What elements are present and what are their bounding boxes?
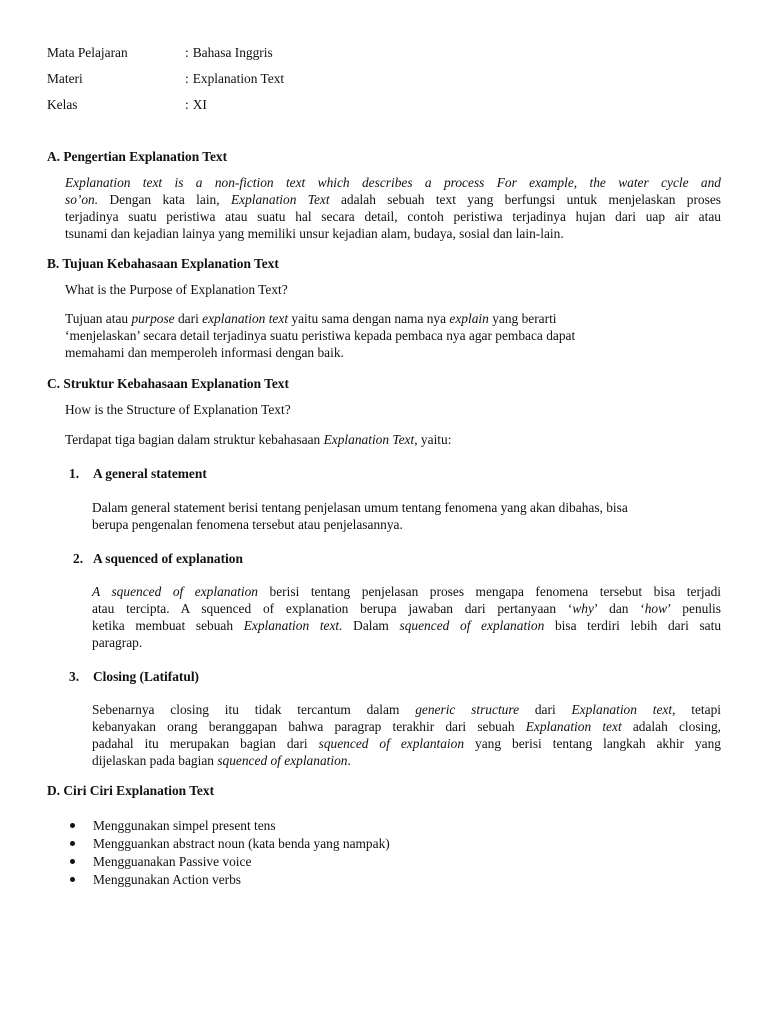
text: bisa terdiri lebih dari satu [544,618,722,633]
item-number: 1. [69,466,80,481]
section-c-intro [65,431,721,448]
item-title: A general statement [93,466,207,481]
section-b-paragraph [65,310,665,361]
list-item [68,853,390,871]
italic-text: Explanation Text [230,192,330,207]
meta-subject-value: Bahasa Inggris [192,45,273,60]
item-number: 2. [73,551,84,566]
structure-item-2-heading [73,550,243,567]
structure-item-1-text [92,499,721,533]
italic-text: Explanation text [525,719,622,734]
structure-item-1-heading [69,465,207,482]
text: adalah sebuah text yang berfungsi untuk menjelaskan proses [329,192,721,207]
bullet-icon [70,859,75,864]
meta-class-value: XI [192,97,207,112]
meta-subject-value-wrap [185,44,273,61]
text: Dengan kata lain, [98,192,231,207]
section-a-paragraph [65,174,721,242]
bullet-icon [70,877,75,882]
text-line [92,718,721,735]
question-text: How is the Structure of Explanation Text? [65,402,291,417]
text-line [92,752,721,769]
italic-text: so’on. [65,192,99,207]
italic-text: how [644,601,668,616]
text-line: berupa pengenalan fenomena tersebut atau penjelasannya. [92,517,403,532]
text: atau tercipta. A squenced of explanation berupa jawaban dari pertanyaan ‘ [92,601,573,616]
list-item [68,835,390,853]
list-item-text: Mengguanakan Passive voice [93,854,252,869]
colon: : [185,45,189,60]
italic-text: squenced of explantaion [318,736,465,751]
italic-text: purpose [131,311,175,326]
meta-material-value: Explanation Text [192,71,285,86]
meta-subject-label: Mata Pelajaran [47,45,128,60]
section-c-question [65,401,721,418]
text: yaitu sama dengan nama nya [288,311,450,326]
text-line [92,617,721,634]
item-number: 3. [69,669,80,684]
question-text: What is the Purpose of Explanation Text? [65,282,288,297]
section-c-heading: C. Struktur Kebahasaan Explanation Text [47,376,289,391]
text-line [92,701,721,718]
text: , yaitu: [414,432,452,447]
text: Terdapat tiga bagian dalam struktur kebahasaan [65,432,324,447]
section-b-line-2: ‘menjelaskan’ secara detail terjadinya suatu peristiwa kepada pembaca nya agar pembaca dapat [65,328,576,343]
text: kebanyakan orang beranggapan bahwa paragrap terakhir dari sebuah [92,719,526,734]
list-item-text: Mengguankan abstract noun (kata benda yang nampak) [93,836,390,851]
text-line: paragrap. [92,635,143,650]
text-line [92,583,721,600]
item-title: A squenced of explanation [93,551,243,566]
text: Dalam [342,618,400,633]
text: Tujuan atau [65,311,132,326]
italic-text: explain [449,311,489,326]
section-a-line-3: terjadinya suatu peristiwa atau suatu hal secara detail, contoh peristiwa terjadinya hujan dari uap air atau [65,209,721,224]
italic-text: explanation text [202,311,289,326]
text: dari [519,702,572,717]
text-line: Dalam general statement berisi tentang penjelasan umum tentang fenomena yang akan dibahas, bisa [92,500,628,515]
section-b-heading: B. Tujuan Kebahasaan Explanation Text [47,256,279,271]
text: ketika membuat sebuah [92,618,244,633]
italic-text: Explanation text. [243,618,343,633]
section-b-line-3: memahami dan memperoleh informasi dengan baik. [65,345,344,360]
text: , tetapi [672,702,721,717]
list-item-text: Menggunakan Action verbs [93,872,242,887]
list-item [68,871,390,889]
text-line [92,735,721,752]
italic-text: Explanation text [571,702,673,717]
text: ’ dan ‘ [593,601,645,616]
text: adalah closing, [621,719,721,734]
section-a-line-2 [65,191,721,208]
text: Sebenarnya closing itu tidak tercantum dalam [92,702,416,717]
text: ’ penulis [667,601,721,616]
text: . [347,753,351,768]
bullet-icon [70,841,75,846]
text-line [92,600,721,617]
meta-material-label: Materi [47,71,83,86]
section-a-line-1: Explanation text is a non-fiction text which describes a process For example, the water cycle and [65,175,721,190]
meta-material-value-wrap [185,70,284,87]
section-b-line-1 [65,310,665,327]
bullet-icon [70,823,75,828]
meta-class-label: Kelas [47,97,78,112]
list-item-text: Menggunakan simpel present tens [93,818,276,833]
text: dijelaskan pada bagian [92,753,218,768]
italic-text: A squenced of explanation [92,584,258,599]
text: padahal itu merupakan bagian dari [92,736,319,751]
structure-item-3-heading [69,668,199,685]
section-d-heading: D. Ciri Ciri Explanation Text [47,783,215,798]
structure-item-2-text [92,583,721,651]
italic-text: why [572,601,594,616]
italic-text: Explanation Text [323,432,415,447]
section-a-heading: A. Pengertian Explanation Text [47,149,228,164]
section-b-question [65,281,721,298]
italic-text: squenced of explanation [217,753,348,768]
colon: : [185,71,189,86]
meta-class-value-wrap [185,96,207,113]
list-item [68,817,390,835]
text: berisi tentang penjelasan proses mengapa fenomena tersebut bisa terjadi [258,584,721,599]
section-c-intro-line [65,431,721,448]
item-title: Closing (Latifatul) [93,669,200,684]
text: dari [174,311,203,326]
structure-item-3-text [92,701,721,769]
text: yang berarti [488,311,557,326]
text: yang berisi tentang langkah akhir yang [464,736,721,751]
colon: : [185,97,189,112]
italic-text: squenced of explanation [399,618,545,633]
italic-text: generic structure [415,702,520,717]
features-list [68,817,390,889]
section-a-line-4: tsunami dan kejadian lainya yang memiliki unsur kejadian alam, budaya, sosial dan lain-lain. [65,226,564,241]
